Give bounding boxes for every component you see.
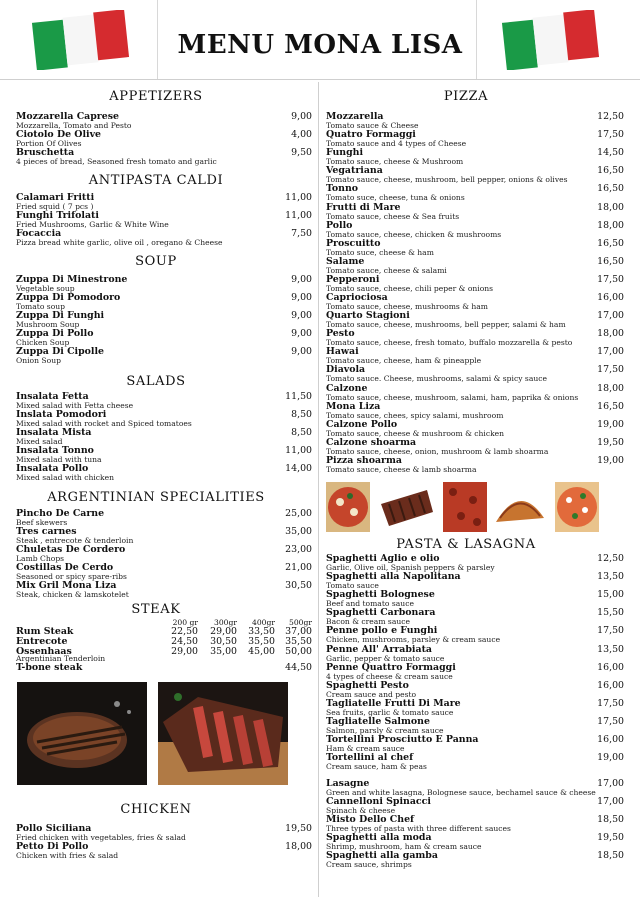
menu-header (0, 0, 640, 80)
menu-item-price: 16,00 (597, 679, 624, 691)
menu-item-price: 18,50 (597, 850, 624, 862)
menu-item-price: 16,00 (597, 292, 624, 303)
steak-price: 50,00 (285, 646, 312, 657)
menu-item-description: Tomato sauce, chees, spicy salami, mushroom (326, 410, 504, 420)
menu-item-name (16, 392, 89, 401)
menu-item-price: 9,00 (291, 274, 312, 285)
menu-item-price: 17,00 (597, 346, 624, 358)
section-heading-argentinian: ARGENTINIAN SPECIALITIES (47, 490, 265, 505)
menu-item-price: 16,00 (597, 661, 624, 673)
menu-item-name (326, 275, 379, 284)
menu-item-title: Zuppa Di Pollo (16, 328, 94, 339)
menu-item-description: Mixed salad with tuna (16, 455, 102, 464)
menu-item-name (16, 329, 94, 338)
section-heading-pasta: PASTA & LASAGNA (396, 537, 536, 552)
menu-item-name (16, 311, 104, 320)
menu-item-description: Three types of pasta with three different sauces (326, 824, 511, 834)
menu-item-title: Bruschetta (16, 147, 75, 158)
section-heading-appetizers: APPETIZERS (109, 89, 203, 104)
menu-item-name (326, 239, 381, 248)
menu-item-name (16, 824, 91, 833)
menu-item-price: 17,50 (597, 715, 624, 727)
menu-item-name (326, 293, 388, 302)
menu-item-price: 19,50 (597, 436, 624, 448)
menu-item-price: 9,00 (291, 346, 312, 357)
menu-item-title: Tortellini Prosciutto E Panna (326, 734, 479, 745)
menu-item-title: Tagliatelle Frutti Di Mare (326, 697, 461, 709)
menu-item-title: Tortellini al chef (326, 752, 414, 764)
menu-item-description: Chicken, mushrooms, parsley & cream sauce (326, 635, 501, 645)
menu-item-description: Spinach & cheese (326, 806, 396, 816)
menu-item-price: 25,00 (285, 508, 312, 519)
menu-item-description: Bacon & cream sauce (326, 617, 410, 627)
steak-row-name (16, 627, 73, 636)
menu-item-title: Tres carnes (16, 526, 77, 537)
menu-item-title: Tonno (326, 183, 359, 195)
menu-item-name (326, 681, 409, 690)
menu-item-title: Insalata Tonno (16, 445, 94, 456)
menu-item-description: Garlic, pepper & tomato sauce (326, 653, 445, 663)
menu-item-name (326, 311, 410, 320)
menu-item-description: Sea fruits, garlic & tomato sauce (326, 707, 454, 717)
menu-item-description: Fried Mushrooms, Garlic & White Wine (16, 220, 169, 229)
section-heading-antipasta: ANTIPASTA CALDI (88, 173, 224, 188)
header-rule (0, 79, 640, 80)
menu-item-title: Penne pollo e Funghi (326, 625, 438, 637)
menu-item-description: Tomato suce, cheese & ham (326, 247, 434, 257)
section-heading-pizza: PIZZA (443, 89, 489, 104)
menu-item-name (326, 184, 358, 193)
menu-item-description: Tomato sauce, cheese, mushrooms & ham (326, 302, 489, 311)
steak-price: 35,00 (210, 646, 237, 657)
menu-item-price: 12,50 (597, 553, 624, 564)
menu-item-name (326, 590, 435, 599)
menu-item-price: 9,00 (291, 310, 312, 321)
menu-item-title: Spaghetti alla gamba (326, 850, 438, 862)
menu-item-price: 13,50 (597, 643, 624, 655)
menu-item-price: 23,00 (285, 544, 312, 555)
menu-item-title: Calzone shoarma (326, 436, 417, 448)
menu-item-price: 11,50 (285, 391, 312, 402)
menu-item-description: Mixed salad with rocket and Spiced tomatoes (16, 419, 192, 428)
menu-item-name (16, 148, 74, 157)
menu-item-price: 18,00 (597, 219, 624, 231)
menu-item-description: Tomato sauce (326, 581, 379, 591)
menu-item-description: Green and white lasagna, Bolognese sauce, bechamel sauce & cheese (326, 788, 596, 797)
menu-item-description: Pizza bread white garlic, olive oil , oregano & Cheese (16, 238, 223, 247)
menu-item-title: Pincho De Carne (16, 508, 105, 519)
menu-item-title: Zuppa Di Pomodoro (16, 292, 121, 303)
menu-item-name (16, 410, 106, 419)
menu-item-name (326, 130, 416, 139)
menu-item-name (326, 699, 461, 708)
menu-item-name (16, 112, 119, 121)
menu-item-description: Mushroom Soup (16, 320, 80, 329)
menu-item-title: Spaghetti alla Napolitana (326, 571, 461, 583)
menu-item-name (326, 365, 365, 374)
menu-item-name (326, 456, 402, 465)
steak-weight-header: 200 gr (172, 618, 198, 627)
menu-item-price: 8,50 (291, 409, 312, 420)
menu-item-title: Lasagne (326, 778, 370, 789)
section-heading-chicken: CHICKEN (120, 802, 192, 817)
menu-item-description: Ham & cream sauce (326, 744, 405, 753)
menu-item-title: Insalata Mista (16, 427, 92, 438)
menu-item-title: Tagliatelle Salmone (326, 715, 430, 727)
menu-item-name (16, 193, 94, 202)
menu-item-name (326, 203, 400, 212)
menu-item-title: Zuppa Di Minestrone (16, 274, 128, 285)
menu-item-price: 17,50 (597, 697, 624, 709)
menu-item-description: Onion Soup (16, 356, 61, 365)
menu-item-description: Salmon, parsly & cream sauce (326, 725, 444, 735)
menu-item-title: Penne All' Arrabiata (326, 643, 432, 655)
menu-item-price: 7,50 (291, 228, 312, 239)
menu-item-description: Tomato sauce, cheese & Sea fruits (326, 211, 460, 221)
menu-item-price: 30,50 (285, 580, 312, 591)
menu-item-description: Tomato soup (16, 302, 66, 311)
menu-item-title: Capriociosa (326, 292, 388, 303)
menu-item-title: Pizza shoarma (326, 454, 402, 466)
menu-item-price: 12,50 (597, 111, 624, 122)
menu-item-price: 16,50 (597, 237, 624, 249)
menu-item-description: Mixed salad with chicken (16, 473, 115, 482)
menu-item-description: Fried squid ( 7 pcs ) (16, 202, 94, 211)
menu-item-price: 16,50 (597, 255, 624, 267)
menu-item-name (326, 384, 367, 393)
steak-price: 29,00 (171, 646, 198, 657)
menu-item-name (16, 446, 94, 455)
menu-item-price: 13,50 (597, 571, 624, 583)
menu-item-description: Steak , entrecote & tenderloin (16, 536, 134, 545)
menu-item-title: Frutti di Mare (326, 201, 401, 213)
menu-item-description: Tomato sauce. Cheese, mushrooms, salami & spicy sauce (326, 374, 547, 384)
menu-item-title: Cannelloni Spinacci (326, 796, 431, 808)
steak-cut: Rum Steak (16, 626, 74, 637)
menu-item-price: 19,00 (597, 752, 624, 764)
header-divider (157, 0, 158, 80)
menu-item-description: Tomato sauce, cheese, mushroom, bell pepper, onions & olives (326, 175, 568, 185)
menu-item-name (326, 735, 478, 744)
menu-item-description: Beef and tomato sauce (326, 599, 414, 609)
menu-item-title: Mix Gril Mona Liza (16, 580, 117, 591)
menu-item-price: 15,50 (597, 607, 624, 619)
menu-item-title: Spaghetti Bolognese (326, 589, 435, 601)
menu-item-name (326, 815, 414, 824)
menu-item-price: 11,00 (285, 445, 312, 456)
menu-item-title: Quarto Stagioni (326, 310, 410, 322)
menu-item-title: Spaghetti Carbonara (326, 607, 436, 619)
menu-item-description: Seasoned or spicy spare-ribs (16, 572, 127, 581)
menu-item-name (326, 257, 364, 266)
menu-item-description: Tomato sauce, cheese & lamb shoarma (326, 464, 477, 474)
menu-item-price: 4,00 (291, 129, 312, 140)
menu-item-title: Pesto (326, 328, 355, 340)
menu-item-name (16, 527, 77, 536)
menu-item-title: Misto Dello Chef (326, 814, 415, 826)
section-heading-salads: SALADS (126, 374, 186, 389)
menu-item-title: Penne Quattro Formaggi (326, 661, 456, 673)
menu-item-title: Funghi (326, 147, 364, 159)
menu-item-name (326, 329, 355, 338)
menu-item-title: Hawai (326, 346, 359, 358)
menu-item-price: 17,00 (597, 796, 624, 808)
menu-item-price: 17,50 (597, 364, 624, 376)
menu-item-price: 17,00 (597, 778, 624, 789)
menu-item-name (16, 545, 125, 554)
menu-item-description: Tomato sauce, cheese, ham & pineapple (326, 356, 482, 366)
menu-item-title: Salame (326, 255, 365, 267)
menu-item-description: Vegetable soup (16, 284, 75, 293)
steak-price: 33,50 (248, 626, 275, 637)
steak-price: 37,00 (285, 626, 312, 637)
section-heading-steak: STEAK (131, 602, 181, 617)
menu-item-title: Ciotolo De Olive (16, 129, 101, 140)
menu-item-description: Tomato sauce, cheese, mushrooms, bell pepper, salami & ham (326, 320, 566, 330)
menu-item-title: Focaccia (16, 228, 62, 239)
menu-item-description: Mixed salad with Fetta cheese (16, 401, 134, 410)
menu-item-description: Tomato sauce, cheese, chili peper & onions (326, 283, 494, 293)
menu-item-description: Garlic, Olive oil, Spanish peppers & parsley (326, 563, 495, 572)
menu-item-name (16, 229, 61, 238)
menu-item-name (16, 464, 88, 473)
menu-item-description: Portion Of Olives (16, 139, 82, 148)
menu-item-name (326, 608, 435, 617)
menu-item-description: Shrimp, mushroom, ham & cream sauce (326, 842, 482, 852)
sliced-steak-photo (158, 682, 288, 785)
menu-item-name (16, 563, 113, 572)
menu-item-name (326, 753, 413, 762)
steak-weight-header: 400gr (252, 618, 275, 627)
menu-item-price: 18,00 (285, 841, 312, 852)
steak-weight-header: 500gr (289, 618, 312, 627)
menu-item-title: Mozzarella (326, 111, 384, 122)
menu-item-price: 11,00 (285, 192, 312, 203)
steak-cut: Entrecote (16, 636, 68, 647)
menu-item-price: 9,50 (291, 147, 312, 158)
menu-item-price: 17,50 (597, 625, 624, 637)
menu-item-title: Spaghetti alla moda (326, 832, 432, 844)
menu-item-name (326, 626, 437, 635)
menu-item-title: Pepperoni (326, 273, 380, 285)
menu-item-price: 17,50 (597, 129, 624, 141)
column-divider (318, 82, 319, 897)
menu-item-name (326, 420, 397, 429)
menu-item-price: 11,00 (285, 210, 312, 221)
menu-item-description: Mozzarella, Tomato and Pesto (16, 121, 132, 130)
menu-item-price: 17,00 (597, 310, 624, 322)
menu-item-description: Tomato sauce, cheese & mushroom & chicken (326, 428, 505, 438)
menu-item-price: 18,00 (597, 382, 624, 394)
menu-item-description: Chicken with fries & salad (16, 851, 119, 860)
menu-item-name (16, 509, 104, 518)
menu-item-title: Zuppa Di Cipolle (16, 346, 104, 357)
menu-item-price: 18,50 (597, 814, 624, 826)
menu-item-name (326, 645, 432, 654)
section-heading-soup: SOUP (135, 254, 177, 269)
menu-item-name (16, 842, 88, 851)
menu-item-title: Mozzarella Caprese (16, 111, 119, 122)
steak-price: 35,50 (248, 636, 275, 647)
menu-item-description: Tomato sauce, cheese, onion, mushroom & lamb shoarma (326, 446, 549, 456)
menu-item-description: Lamb Chops (16, 554, 65, 563)
menu-item-name (326, 402, 380, 411)
menu-item-price: 19,00 (597, 454, 624, 466)
menu-item-name (326, 112, 383, 121)
menu-item-name (326, 779, 369, 788)
pizza-photo-1 (326, 482, 370, 532)
menu-item-title: Calzone Pollo (326, 418, 398, 430)
menu-item-title: Vegatriana (326, 165, 383, 177)
menu-item-price: 9,00 (291, 292, 312, 303)
italian-flag-right (500, 10, 600, 70)
menu-item-title: Insalata Fetta (16, 391, 89, 402)
menu-item-name (326, 833, 432, 842)
menu-item-name (326, 663, 456, 672)
menu-item-price: 16,50 (597, 165, 624, 177)
menu-item-name (326, 438, 416, 447)
steak-cut: Ossenhaas (16, 646, 72, 657)
menu-item-description: Steak, chicken & lamskotelet (16, 590, 129, 599)
menu-item-name (326, 717, 430, 726)
menu-item-price: 19,50 (285, 823, 312, 834)
menu-item-price: 14,50 (597, 147, 624, 159)
menu-item-title: Zuppa Di Funghi (16, 310, 105, 321)
menu-item-name (16, 275, 127, 284)
menu-item-title: Pollo Siciliana (16, 823, 92, 834)
menu-item-description: 4 pieces of bread, Seasoned fresh tomato and garlic (16, 157, 217, 166)
menu-item-price: 35,00 (285, 526, 312, 537)
menu-item-name (326, 221, 352, 230)
menu-item-price: 19,00 (597, 418, 624, 430)
menu-item-price: 9,00 (291, 328, 312, 339)
menu-item-title: Calamari Fritti (16, 192, 95, 203)
menu-item-name (326, 554, 440, 563)
steak-tenderloin-note: Argentinian Tenderloin (16, 654, 106, 663)
menu-item-name (326, 572, 461, 581)
menu-item-title: Spaghetti Aglio e olio (326, 553, 440, 564)
steak-price: 24,50 (171, 636, 198, 647)
steak-row-name (16, 637, 67, 646)
steak-price: 29,00 (210, 626, 237, 637)
menu-item-title: Calzone (326, 382, 368, 394)
page-title: MENU MONA LISA (177, 30, 463, 60)
steak-price: 22,50 (171, 626, 198, 637)
menu-item-name (16, 581, 116, 590)
menu-item-price: 15,00 (597, 589, 624, 601)
menu-item-title: Quatro Formaggi (326, 129, 416, 141)
menu-item-description: Beef skewers (16, 518, 68, 527)
menu-item-description: Fried chicken with vegetables, fries & salad (16, 833, 186, 842)
ribs-photo (377, 482, 437, 532)
menu-item-title: Pollo (326, 219, 353, 231)
steak-price: 45,00 (248, 646, 275, 657)
menu-item-price: 19,50 (597, 832, 624, 844)
menu-item-price: 44,50 (285, 662, 312, 673)
menu-item-description: Tomato sauce & Cheese (326, 121, 419, 130)
menu-item-name (326, 166, 383, 175)
menu-item-description: Cream sauce and pesto (326, 689, 417, 699)
menu-item-title: Inslata Pomodori (16, 409, 107, 420)
menu-item-price: 17,50 (597, 273, 624, 285)
pizza-photo-3 (555, 482, 599, 532)
menu-item-price: 21,00 (285, 562, 312, 573)
menu-item-name (326, 347, 359, 356)
pizza-photo-2 (443, 482, 487, 532)
steak-price: 35,50 (285, 636, 312, 647)
menu-item-description: Tomato sauce, cheese & Mushroom (326, 157, 464, 167)
menu-item-title: Mona Liza (326, 400, 381, 412)
calzone-photo (492, 482, 548, 532)
menu-item-description: Tomato sauce, cheese, fresh tomato, buffalo mozzarella & pesto (326, 338, 573, 348)
menu-item-title: Chuletas De Cordero (16, 544, 126, 555)
menu-item-price: 16,50 (597, 400, 624, 412)
menu-item-title: T-bone steak (16, 662, 83, 673)
menu-item-price: 18,00 (597, 328, 624, 340)
menu-item-title: Petto Di Pollo (16, 841, 89, 852)
menu-item-price: 16,50 (597, 183, 624, 195)
menu-item-description: Tomato sauce, cheese, mushroom, salami, ham, paprika & onions (326, 392, 579, 402)
menu-item-name (16, 428, 91, 437)
tbone-steak-photo (17, 682, 147, 785)
steak-price: 30,50 (210, 636, 237, 647)
menu-item-description: 4 types of cheese & cream sauce (326, 671, 453, 681)
menu-item-title: Funghi Trifolati (16, 210, 99, 221)
menu-item-name (16, 130, 101, 139)
menu-item-description: Cream sauce, shrimps (326, 860, 412, 870)
menu-item-name (16, 663, 82, 672)
menu-item-title: Costillas De Cerdo (16, 562, 114, 573)
menu-item-name (326, 851, 438, 860)
menu-item-name (16, 211, 99, 220)
menu-item-description: Tomato sauce, cheese, chicken & mushrooms (326, 229, 502, 239)
menu-item-title: Insalata Pollo (16, 463, 89, 474)
menu-item-description: Cream sauce, ham & peas (326, 762, 427, 772)
menu-item-description: Chicken Soup (16, 338, 70, 347)
steak-weight-header: 300gr (214, 618, 237, 627)
menu-item-price: 16,00 (597, 734, 624, 745)
menu-item-title: Proscuitto (326, 237, 381, 249)
menu-item-name (326, 797, 431, 806)
menu-item-price: 9,00 (291, 111, 312, 122)
italian-flag-left (30, 10, 130, 70)
menu-item-description: Mixed salad (16, 437, 63, 446)
menu-item-price: 18,00 (597, 201, 624, 213)
menu-item-description: Tomato sauce and 4 types of Cheese (326, 139, 467, 149)
menu-item-name (16, 347, 104, 356)
menu-item-name (16, 293, 120, 302)
menu-item-title: Diavola (326, 364, 366, 376)
menu-item-price: 14,00 (285, 463, 312, 474)
menu-item-description: Tomato sauce, cheese & salami (326, 265, 447, 275)
menu-item-title: Spaghetti Pesto (326, 679, 409, 691)
menu-item-description: Tomato suce, cheese, tuna & onions (326, 193, 465, 203)
menu-item-price: 8,50 (291, 427, 312, 438)
menu-item-name (326, 148, 363, 157)
